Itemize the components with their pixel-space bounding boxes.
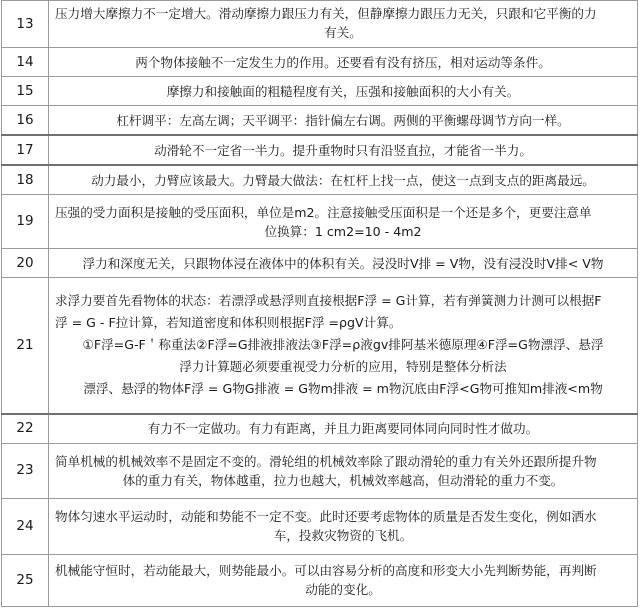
row-number: 13: [2, 1, 49, 48]
table-row: [2, 165, 638, 195]
row-line: 浮 = G - F拉计算，若知道密度和体积则根据F浮 =ρgV计算。: [55, 315, 402, 331]
row-line: 浮力计算题必须要重视受力分析的应用，特别是整体分析法: [179, 359, 507, 375]
row-line: 有关。: [324, 25, 362, 40]
table-row: [2, 48, 638, 77]
row-number: 20: [2, 249, 49, 278]
row-line: 体的重力有关，物体越重，拉力也越大，机械效率越高，但动滑轮的重力不变。: [122, 472, 564, 488]
row-content: [49, 249, 638, 278]
row-line: 车，投救灾物资的飞机。: [273, 528, 413, 543]
table-row: [2, 554, 638, 606]
row-line: 压力增大摩擦力不一定增大。滑动摩擦力跟压力有关，但静摩擦力跟压力无关，只跟和它平衡的力: [55, 6, 597, 21]
row-content: [49, 77, 638, 106]
row-number: 23: [2, 443, 49, 498]
table-row: [2, 498, 638, 554]
row-number: 21: [2, 278, 49, 414]
row-number: 16: [2, 106, 49, 136]
row-line: 求浮力要首先看物体的状态：若漂浮或悬浮则直接根据F浮 = G计算，若有弹簧测力计测可以根据F: [55, 293, 602, 309]
row-content: [49, 106, 638, 136]
row-line: 机械能守恒时，若动能最大，则势能最小。可以由容易分析的高度和形变大小先判断势能，再判断: [55, 563, 597, 578]
row-number: 14: [2, 48, 49, 77]
row-line: 有力不一定做功。有力有距离，并且力距离要同体同向同时性才做功。: [147, 421, 539, 436]
row-content: [49, 443, 638, 498]
row-number: 18: [2, 165, 49, 195]
row-content: [49, 165, 638, 195]
row-content: [49, 1, 638, 48]
row-line: 压强的受力面积是接触的受压面积，单位是m2。注意接触受压面积是一个还是多个，更要注意单: [55, 204, 592, 220]
row-content: [49, 554, 638, 606]
row-number: 22: [2, 414, 49, 444]
row-line: 摩擦力和接触面的粗糙程度有关，压强和接触面积的大小有关。: [166, 83, 520, 99]
knowledge-table: [1, 0, 638, 607]
row-line: 动滑轮不一定省一半力。提升重物时只有沿竖直拉，才能省一半力。: [154, 142, 532, 158]
row-content: [49, 135, 638, 165]
row-line: 两个物体接触不一定发生力的作用。还要看有没有挤压，相对运动等条件。: [135, 54, 551, 70]
table-row: [2, 106, 638, 136]
table-row: [2, 135, 638, 165]
row-content: [49, 278, 638, 414]
table-row: [2, 195, 638, 249]
row-number: 15: [2, 77, 49, 106]
row-line: 动力最小，力臂应该最大。力臂最大做法：在杠杆上找一点，使这一点到支点的距离最远。: [91, 172, 595, 188]
row-number: 17: [2, 135, 49, 165]
row-line: 物体匀速水平运动时，动能和势能不一定不变。此时还要考虑物体的质量是否发生变化，例如洒水: [55, 509, 597, 524]
row-line: 动能的变化。: [305, 582, 381, 597]
table-row: [2, 414, 638, 444]
row-number: 24: [2, 498, 49, 554]
table-row: [2, 77, 638, 106]
table-row: [2, 1, 638, 48]
table-row: [2, 443, 638, 498]
row-line: 漂浮、悬浮的物体F浮 = G物G排液 = G物m排液 = m物沉底由F浮<G物可推知m排液<m物: [83, 381, 603, 397]
row-number: 25: [2, 554, 49, 606]
row-line: 简单机械的机械效率不是固定不变的。滑轮组的机械效率除了跟动滑轮的重力有关外还跟所提升物: [55, 453, 597, 469]
row-line: 杠杆调平：左高左调；天平调平：指针偏左右调。两侧的平衡螺母调节方向一样。: [116, 112, 570, 128]
row-line: 位换算：1 cm2=10 - 4m2: [264, 223, 422, 239]
row-line: 浮力和深度无关，只跟物体浸在液体中的体积有关。浸没时V排 = V物，没有浸没时V排< V物: [82, 255, 604, 271]
row-number: 19: [2, 195, 49, 249]
row-content: [49, 498, 638, 554]
row-content: [49, 48, 638, 77]
table-row: [2, 278, 638, 414]
table-row: [2, 249, 638, 278]
row-content: [49, 414, 638, 444]
row-content: [49, 195, 638, 249]
row-line: ①F浮=G-F＇称重法②F浮=G排液排液法③F浮=ρ液gv排阿基米德原理④F浮=G物漂浮、悬浮: [82, 337, 604, 353]
